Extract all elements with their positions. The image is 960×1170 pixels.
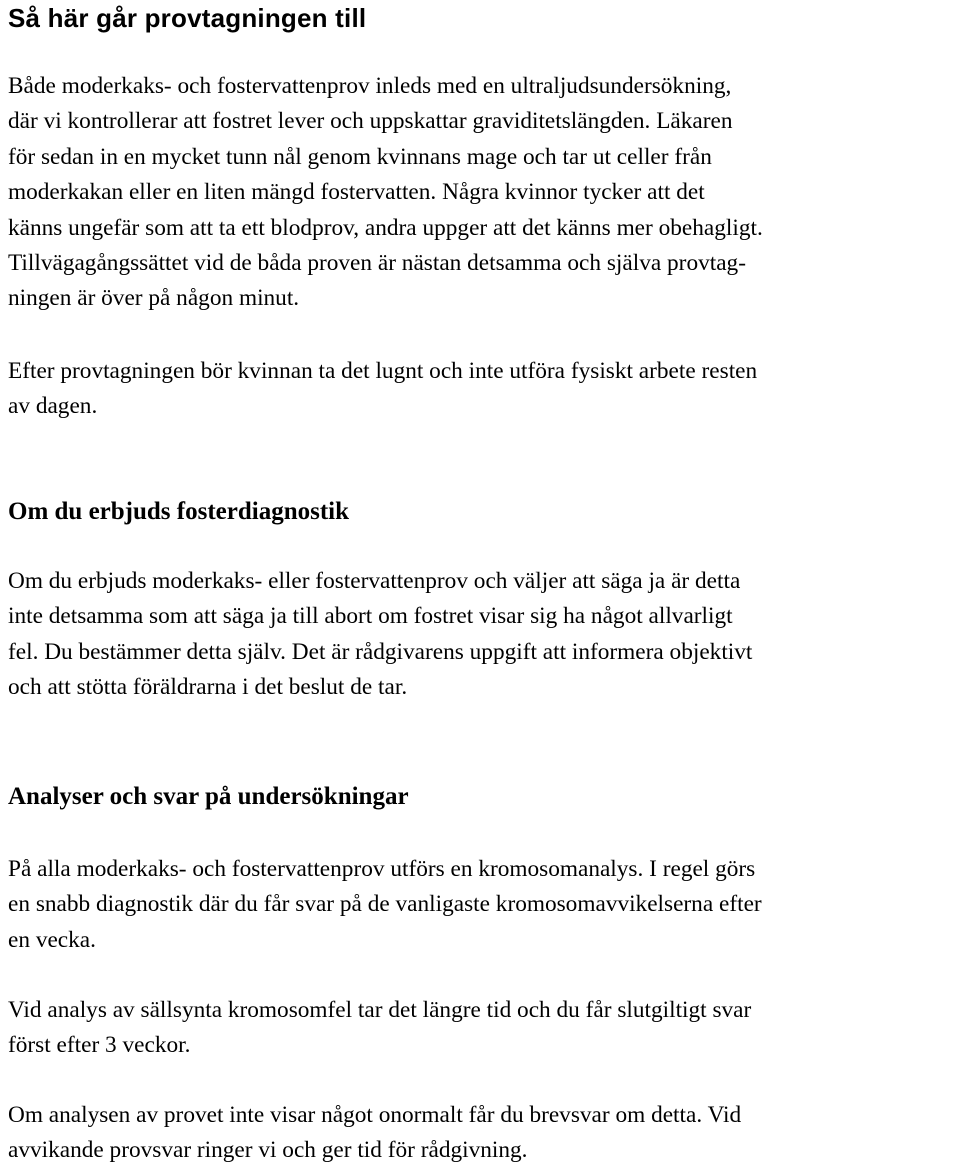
- text-line: Efter provtagningen bör kvinnan ta det lugnt och inte utföra fysiskt arbete resten: [8, 358, 758, 384]
- text-line: Både moderkaks- och fostervattenprov inleds med en ultraljudsundersökning,: [8, 73, 732, 99]
- paragraph-fosterdiagnostik: [8, 564, 952, 706]
- paragraph-provtagning-intro: [8, 69, 952, 317]
- text-line: fel. Du bestämmer detta själv. Det är rådgivarens uppgift att informera objektivt: [8, 638, 753, 665]
- text-line: Om analysen av provet inte visar något onormalt får du brevsvar om detta. Vid: [8, 1102, 742, 1128]
- text-line: På alla moderkaks- och fostervattenprov utförs en kromosomanalys. I regel görs: [8, 856, 756, 882]
- text-line: Vid analys av sällsynta kromosomfel tar det längre tid och du får slutgiltigt svar: [8, 997, 752, 1023]
- text-line: en vecka.: [8, 926, 96, 953]
- heading-fosterdiagnostik: Om du erbjuds fosterdiagnostik: [8, 498, 350, 525]
- paragraph-kromosomanalys: [8, 852, 952, 958]
- text-line: moderkakan eller en liten mängd fostervatten. Några kvinnor tycker att det: [8, 179, 705, 206]
- text-line: och att stötta föräldrarna i det beslut de tar.: [8, 674, 408, 701]
- text-line: först efter 3 veckor.: [8, 1032, 191, 1059]
- text-line: avvikande provsvar ringer vi och ger tid för rådgivning.: [8, 1137, 528, 1164]
- heading-analyser: Analyser och svar på undersökningar: [8, 783, 409, 810]
- text-line: där vi kontrollerar att fostret lever och uppskattar graviditetslängden. Läkaren: [8, 108, 733, 135]
- text-line: inte detsamma som att säga ja till abort om fostret visar sig ha något allvarligt: [8, 603, 733, 630]
- text-line: Tillvägagångssättet vid de båda proven är nästan detsamma och själva provtag-: [8, 250, 746, 277]
- paragraph-after-sampling: [8, 354, 952, 425]
- text-line: Om du erbjuds moderkaks- eller fostervattenprov och väljer att säga ja är detta: [8, 568, 741, 594]
- text-line: ningen är över på någon minut.: [8, 285, 300, 312]
- heading-provtagning: Så här går provtagningen till: [8, 3, 367, 33]
- text-line: av dagen.: [8, 393, 98, 420]
- paragraph-sallsynta-kromosomfel: [8, 993, 952, 1064]
- text-line: för sedan in en mycket tunn nål genom kvinnans mage och tar ut celler från: [8, 143, 712, 170]
- text-line: känns ungefär som att ta ett blodprov, andra uppger att det känns mer obehagligt.: [8, 214, 763, 241]
- text-line: en snabb diagnostik där du får svar på de vanligaste kromosomavvikelserna efter: [8, 891, 762, 918]
- paragraph-provsvar: [8, 1098, 952, 1169]
